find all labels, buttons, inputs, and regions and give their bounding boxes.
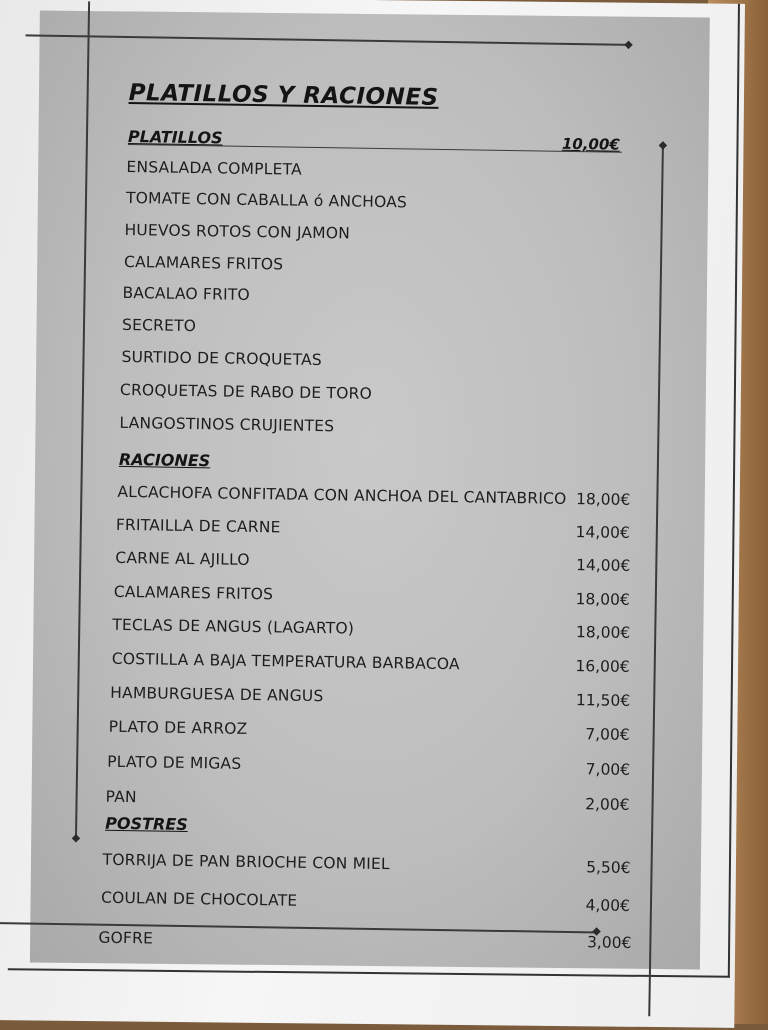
left-rule bbox=[75, 1, 90, 839]
racion-item: CARNE AL AJILLO bbox=[115, 548, 250, 569]
postre-item: COULAN DE CHOCOLATE bbox=[100, 888, 298, 910]
racion-item: TECLAS DE ANGUS (LAGARTO) bbox=[112, 615, 355, 638]
racion-price: 18,00€ bbox=[575, 590, 630, 609]
racion-item: CALAMARES FRITOS bbox=[113, 582, 274, 604]
racion-price: 7,00€ bbox=[585, 725, 630, 744]
platillos-price: 10,00€ bbox=[561, 134, 620, 154]
postre-price: 4,00€ bbox=[585, 896, 631, 915]
racion-item: FRITAILLA DE CARNE bbox=[115, 515, 281, 537]
menu-title: PLATILLOS Y RACIONES bbox=[128, 80, 439, 111]
right-rule bbox=[648, 146, 664, 1016]
postre-item: GOFRE bbox=[98, 928, 154, 948]
platillo-item: CROQUETAS DE RABO DE TORO bbox=[119, 380, 373, 403]
platillo-item: HUEVOS ROTOS CON JAMON bbox=[124, 220, 351, 243]
racion-item: ALCACHOFA CONFITADA CON ANCHOA DEL CANTABRICO bbox=[117, 482, 567, 508]
racion-item: PAN bbox=[105, 787, 137, 807]
racion-item: PLATO DE ARROZ bbox=[108, 717, 248, 738]
platillo-item: BACALAO FRITO bbox=[122, 283, 251, 304]
racion-price: 7,00€ bbox=[585, 760, 631, 779]
platillo-item: ENSALADA COMPLETA bbox=[126, 157, 302, 179]
racion-item: COSTILLA A BAJA TEMPERATURA BARBACOA bbox=[111, 649, 460, 674]
left-rule-dot bbox=[72, 834, 80, 842]
section-raciones-heading: RACIONES bbox=[118, 449, 211, 471]
top-rule bbox=[26, 34, 630, 45]
platillo-item: CALAMARES FRITOS bbox=[123, 252, 284, 274]
postre-price: 5,50€ bbox=[586, 858, 631, 877]
bottom-rule bbox=[0, 922, 598, 933]
racion-price: 18,00€ bbox=[575, 623, 631, 642]
racion-price: 18,00€ bbox=[575, 490, 631, 509]
right-rule-dot bbox=[659, 141, 667, 149]
platillo-item: SECRETO bbox=[121, 315, 197, 336]
platillo-item: LANGOSTINOS CRUJIENTES bbox=[119, 413, 335, 436]
racion-item: HAMBURGUESA DE ANGUS bbox=[110, 683, 324, 706]
postre-price: 3,00€ bbox=[586, 933, 632, 952]
section-postres-heading: POSTRES bbox=[105, 813, 188, 835]
top-rule-dot bbox=[624, 41, 632, 49]
racion-item: PLATO DE MIGAS bbox=[107, 752, 242, 773]
racion-price: 14,00€ bbox=[575, 523, 630, 542]
postre-item: TORRIJA DE PAN BRIOCHE CON MIEL bbox=[102, 850, 390, 874]
racion-price: 14,00€ bbox=[575, 556, 631, 575]
platillo-item: SURTIDO DE CROQUETAS bbox=[121, 347, 323, 370]
section-platillos-heading: PLATILLOS bbox=[127, 126, 223, 148]
platillo-item: TOMATE CON CABALLA ó ANCHOAS bbox=[125, 188, 408, 212]
racion-price: 2,00€ bbox=[585, 795, 630, 814]
racion-price: 16,00€ bbox=[575, 657, 630, 676]
racion-price: 11,50€ bbox=[575, 691, 631, 710]
